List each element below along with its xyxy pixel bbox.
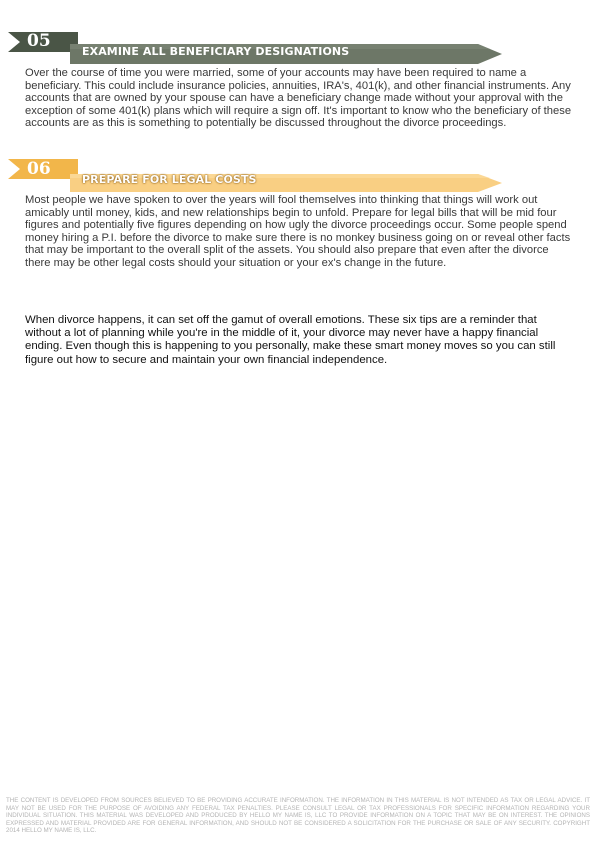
section-05-banner (0, 30, 595, 70)
section-06-banner (0, 158, 595, 198)
footer-disclaimer: THE CONTENT IS DEVELOPED FROM SOURCES BELIEVED TO BE PROVIDING ACCURATE INFORMATION. THE INFORMATION IN THIS MATERIAL IS NOT INTENDED AS TAX OR LEGAL ADVICE. IT MAY NOT BE USED FOR THE PURPOSE OF AVOIDING ANY FEDERAL TAX PENALTIES. PLEASE CONSULT LEGAL OR TAX PROFESSIONALS FOR SPECIFIC INFORMATION REGARDING YOUR INDIVIDUAL SITUATION. THIS MATERIAL WAS DEVELOPED AND PRODUCED BY HELLO MY NAME IS, LLC TO PROVIDE INFORMATION ON A TOPIC THAT MAY BE ON INTEREST. THE OPINIONS EXPRESSED AND MATERIAL PROVIDED ARE FOR GENERAL INFORMATION, AND SHOULD NOT BE CONSIDERED A SOLICITATION FOR THE PURCHASE OR SALE OF ANY SECURITY. COPYRIGHT 2014 HELLO MY NAME IS, LLC. (6, 797, 590, 835)
section-06-heading: PREPARE FOR LEGAL COSTS (82, 173, 257, 186)
section-05-number: 05 (27, 31, 51, 51)
section-05-heading: EXAMINE ALL BENEFICIARY DESIGNATIONS (82, 45, 350, 58)
section-06-number: 06 (27, 159, 51, 179)
section-06-body: Most people we have spoken to over the years will fool themselves into thinking that things will work out amicably until money, kids, and new relationships begin to unfold. Prepare for legal bills that will be mid four figures and potentially five figures depending on how ugly the divorce proceedings occur. Some people spend money hiring a P.I. before the divorce to make sure there is no monkey business going on or reveal other facts that may be important to the overall split of the assets. You should also prepare that even after the divorce there may be other legal costs should your situation or your ex's change in the future. (25, 194, 571, 269)
closing-paragraph: When divorce happens, it can set off the gamut of overall emotions. These six tips are a reminder that without a lot of planning while you're in the middle of it, your divorce may never have a happy financial ending. Even though this is happening to you personally, make these smart money moves so you can still figure out how to secure and maintain your own financial independence. (25, 314, 556, 366)
section-05-body: Over the course of time you were married, some of your accounts may have been required to name a beneficiary. This could include insurance policies, annuities, IRA's, 401(k), and other financial instruments. Any accounts that are owned by your spouse can have a beneficiary change made without your approval with the exception of some 401(k) plans which will require a sign off. It's important to know who the beneficiary of these accounts are as this is something to potentially be discussed throughout the divorce proceedings. (25, 67, 572, 130)
